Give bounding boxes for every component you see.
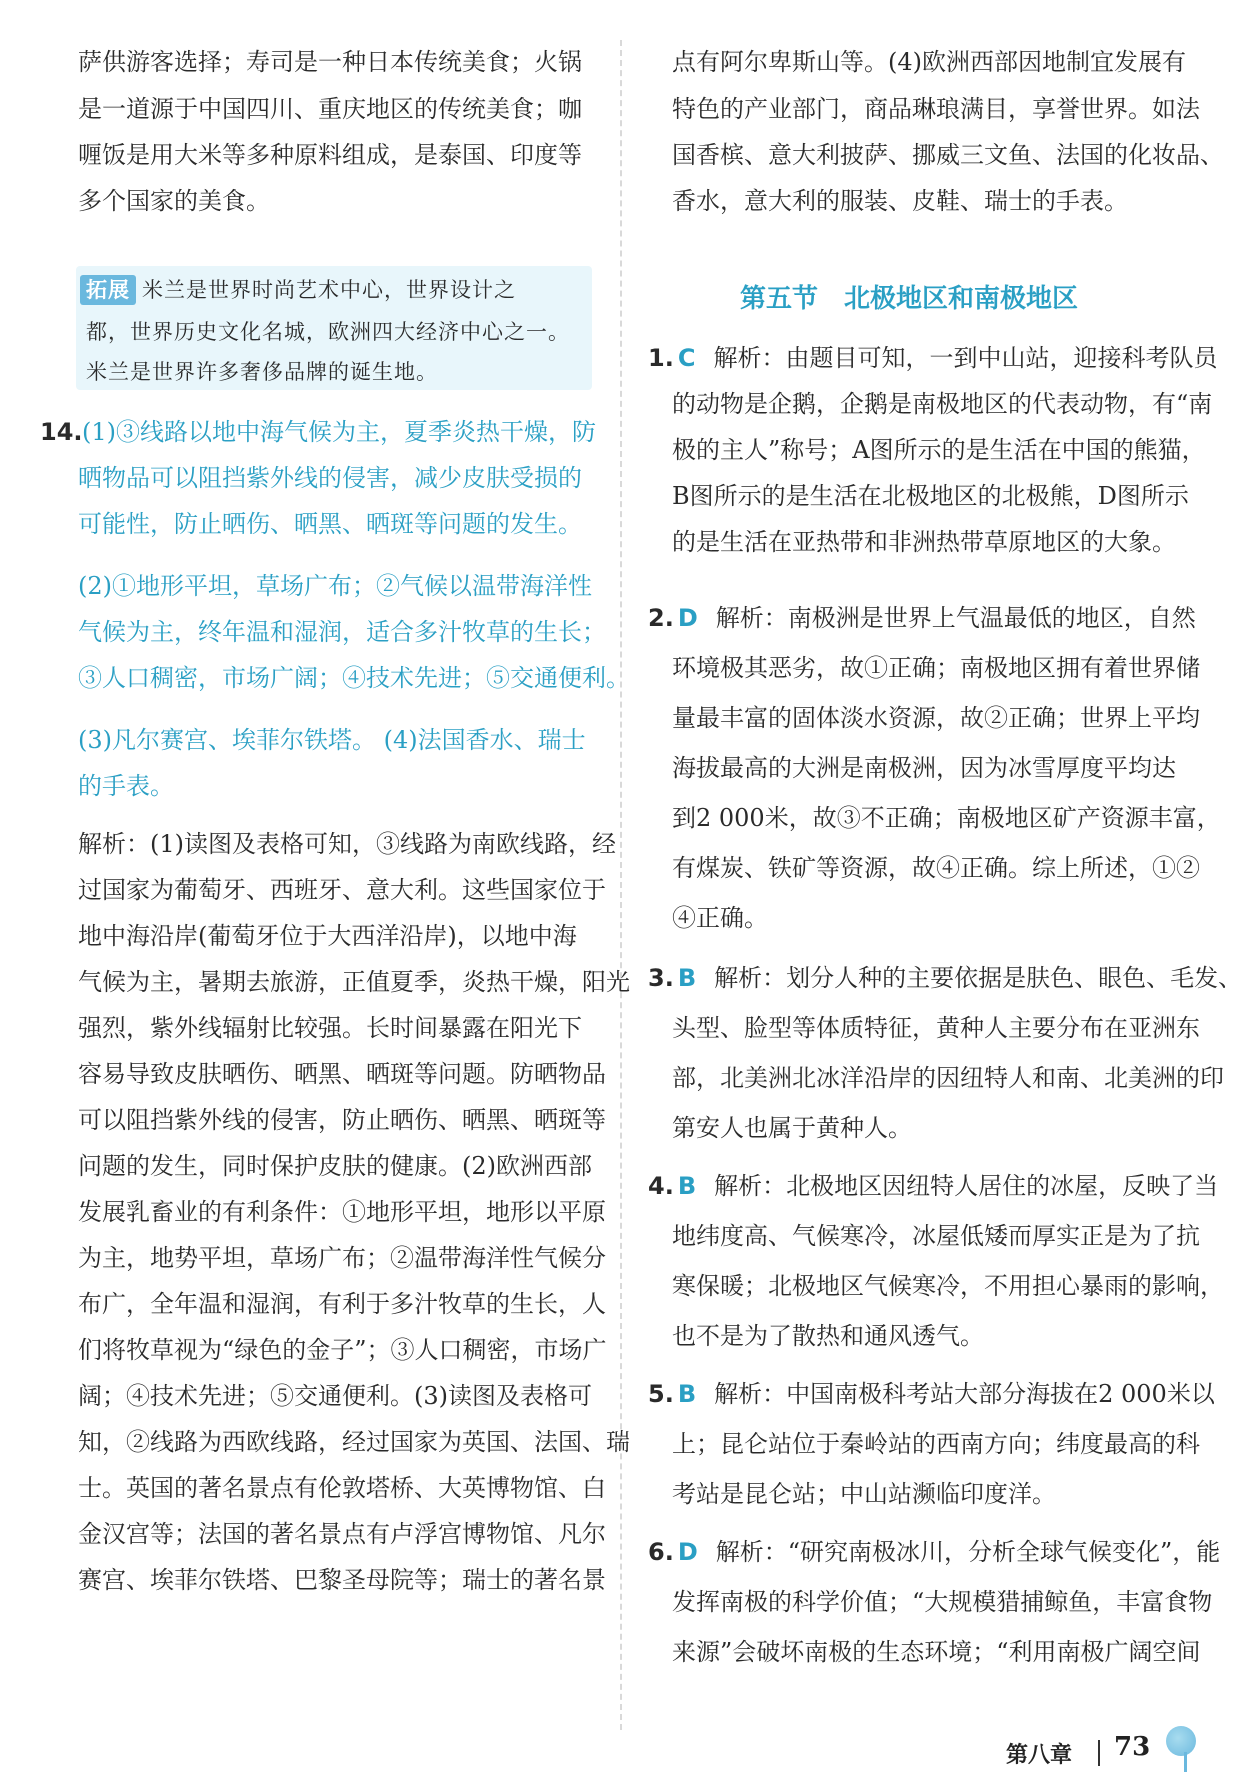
answer-line: 可能性，防止晒伤、晒黑、晒斑等问题的发生。 [78, 510, 582, 538]
analysis-line: 布广，全年温和湿润，有利于多汁牧草的生长，人 [78, 1290, 606, 1318]
analysis-line: 量最丰富的固体淡水资源，故②正确；世界上平均 [672, 704, 1200, 732]
analysis-line: 们将牧草视为“绿色的金子”；③人口稠密，市场广 [78, 1336, 607, 1364]
question-5 [648, 1376, 1215, 1412]
analysis-line: 发展乳畜业的有利条件：①地形平坦，地形以平原 [78, 1198, 606, 1226]
tree-decoration-icon [1166, 1726, 1196, 1756]
analysis-line: 解析：划分人种的主要依据是肤色、眼色、毛发、 [714, 964, 1243, 992]
extension-tag: 拓展 [80, 275, 136, 305]
question-2 [648, 600, 1196, 636]
intro-line: 是一道源于中国四川、重庆地区的传统美食；咖 [78, 95, 582, 123]
analysis-line: 解析：“研究南极冰川，分析全球气候变化”，能 [715, 1538, 1221, 1566]
extension-line: 米兰是世界许多奢侈品牌的诞生地。 [86, 360, 438, 384]
extension-line: 都，世界历史文化名城，欧洲四大经济中心之一。 [86, 320, 570, 344]
analysis-line: 极的主人”称号；A图所示的是生活在中国的熊猫， [672, 436, 1206, 464]
footer-divider [1098, 1740, 1100, 1766]
analysis-line: 士。英国的著名景点有伦敦塔桥、大英博物馆、白 [78, 1474, 606, 1502]
answer-letter: C [677, 344, 696, 372]
answer-letter: B [677, 964, 697, 992]
answer-line: 的手表。 [78, 772, 174, 800]
continuation-line: 点有阿尔卑斯山等。(4)欧洲西部因地制宜发展有 [672, 48, 1186, 76]
answer-line: ③人口稠密，市场广阔；④技术先进；⑤交通便利。 [78, 664, 630, 692]
analysis-line: 头型、脸型等体质特征，黄种人主要分布在亚洲东 [672, 1014, 1200, 1042]
tree-stem-icon [1184, 1752, 1187, 1772]
answer-letter: D [677, 1538, 698, 1566]
analysis-line: 容易导致皮肤晒伤、晒黑、晒斑等问题。防晒物品 [78, 1060, 606, 1088]
question-number: 2. [648, 604, 674, 632]
answer-line: 晒物品可以阻挡紫外线的侵害，减少皮肤受损的 [78, 464, 582, 492]
answer-letter: B [677, 1380, 697, 1408]
analysis-line: 阔；④技术先进；⑤交通便利。(3)读图及表格可 [78, 1382, 592, 1410]
question-number: 3. [648, 964, 674, 992]
intro-line: 喱饭是用大米等多种原料组成，是泰国、印度等 [78, 141, 582, 169]
answer-line: 气候为主，终年温和湿润，适合多汁牧草的生长； [78, 618, 606, 646]
analysis-line: 地中海沿岸(葡萄牙位于大西洋沿岸)，以地中海 [78, 922, 577, 950]
analysis-line: 考站是昆仑站；中山站濒临印度洋。 [672, 1480, 1056, 1508]
question-1 [648, 340, 1217, 376]
intro-line: 萨供游客选择；寿司是一种日本传统美食；火锅 [78, 48, 582, 76]
analysis-line: 的动物是企鹅，企鹅是南极地区的代表动物，有“南 [672, 390, 1213, 418]
analysis-line: 也不是为了散热和通风透气。 [672, 1322, 984, 1350]
question-4 [648, 1168, 1218, 1204]
analysis-line: 地纬度高、气候寒冷，冰屋低矮而厚实正是为了抗 [672, 1222, 1200, 1250]
analysis-line: 上；昆仑站位于秦岭站的西南方向；纬度最高的科 [672, 1430, 1200, 1458]
intro-line: 多个国家的美食。 [78, 187, 270, 215]
answer-line: (1)③线路以地中海气候为主，夏季炎热干燥，防 [82, 418, 596, 446]
analysis-line: 气候为主，暑期去旅游，正值夏季，炎热干燥，阳光 [78, 968, 630, 996]
analysis-line: 可以阻挡紫外线的侵害，防止晒伤、晒黑、晒斑等 [78, 1106, 606, 1134]
question-3 [648, 960, 1242, 996]
question-number: 5. [648, 1380, 674, 1408]
chapter-label: 第八章 [1006, 1743, 1073, 1768]
analysis-line: 过国家为葡萄牙、西班牙、意大利。这些国家位于 [78, 876, 606, 904]
analysis-line: 部，北美洲北冰洋沿岸的因纽特人和南、北美洲的印 [672, 1064, 1224, 1092]
analysis-line: 到2 000米，故③不正确；南极地区矿产资源丰富， [672, 804, 1221, 832]
question-number: 6. [648, 1538, 674, 1566]
question-6 [648, 1534, 1220, 1570]
analysis-line: 来源”会破坏南极的生态环境；“利用南极广阔空间 [672, 1638, 1201, 1666]
analysis-line: B图所示的是生活在北极地区的北极熊，D图所示 [672, 482, 1189, 510]
analysis-line: 有煤炭、铁矿等资源，故④正确。综上所述，①② [672, 854, 1200, 882]
column-divider [620, 40, 622, 1730]
analysis-line: 发挥南极的科学价值；“大规模猎捕鲸鱼，丰富食物 [672, 1588, 1213, 1616]
answer-letter: B [677, 1172, 697, 1200]
question-number: 1. [648, 344, 674, 372]
analysis-line: 的是生活在亚热带和非洲热带草原地区的大象。 [672, 528, 1176, 556]
analysis-line: 问题的发生，同时保护皮肤的健康。(2)欧洲西部 [78, 1152, 592, 1180]
question-number: 4. [648, 1172, 674, 1200]
extension-line: 米兰是世界时尚艺术中心，世界设计之 [142, 278, 516, 302]
continuation-line: 特色的产业部门，商品琳琅满目，享誉世界。如法 [672, 95, 1200, 123]
analysis-line: 知，②线路为西欧线路，经过国家为英国、法国、瑞 [78, 1428, 630, 1456]
analysis-line: 海拔最高的大洲是南极洲，因为冰雪厚度平均达 [672, 754, 1176, 782]
answer-letter: D [677, 604, 698, 632]
analysis-line: 环境极其恶劣，故①正确；南极地区拥有着世界储 [672, 654, 1200, 682]
analysis-line: 强烈，紫外线辐射比较强。长时间暴露在阳光下 [78, 1014, 582, 1042]
continuation-line: 香水，意大利的服装、皮鞋、瑞士的手表。 [672, 187, 1128, 215]
analysis-line: 解析：(1)读图及表格可知，③线路为南欧线路，经 [78, 830, 616, 858]
question-number: 14. [40, 418, 83, 446]
answer-line: (2)①地形平坦，草场广布；②气候以温带海洋性 [78, 572, 592, 600]
section-title: 第五节 北极地区和南极地区 [740, 284, 1079, 314]
analysis-line: 赛宫、埃菲尔铁塔、巴黎圣母院等；瑞士的著名景 [78, 1566, 606, 1594]
analysis-line: 解析：北极地区因纽特人居住的冰屋，反映了当 [714, 1172, 1219, 1200]
extension-box [76, 266, 592, 390]
analysis-line: 解析：南极洲是世界上气温最低的地区，自然 [715, 604, 1196, 632]
analysis-line: 金汉宫等；法国的著名景点有卢浮宫博物馆、凡尔 [78, 1520, 606, 1548]
answer-line: (3)凡尔赛宫、埃菲尔铁塔。 (4)法国香水、瑞士 [78, 726, 586, 754]
page-number: 73 [1114, 1732, 1151, 1762]
analysis-line: 解析：由题目可知，一到中山站，迎接科考队员 [713, 344, 1218, 372]
analysis-line: 解析：中国南极科考站大部分海拔在2 000米以 [714, 1380, 1215, 1408]
analysis-line: 为主，地势平坦，草场广布；②温带海洋性气候分 [78, 1244, 606, 1272]
analysis-line: 寒保暖；北极地区气候寒冷，不用担心暴雨的影响， [672, 1272, 1224, 1300]
continuation-line: 国香槟、意大利披萨、挪威三文鱼、法国的化妆品、 [672, 141, 1224, 169]
analysis-line: ④正确。 [672, 904, 768, 932]
analysis-line: 第安人也属于黄种人。 [672, 1114, 912, 1142]
